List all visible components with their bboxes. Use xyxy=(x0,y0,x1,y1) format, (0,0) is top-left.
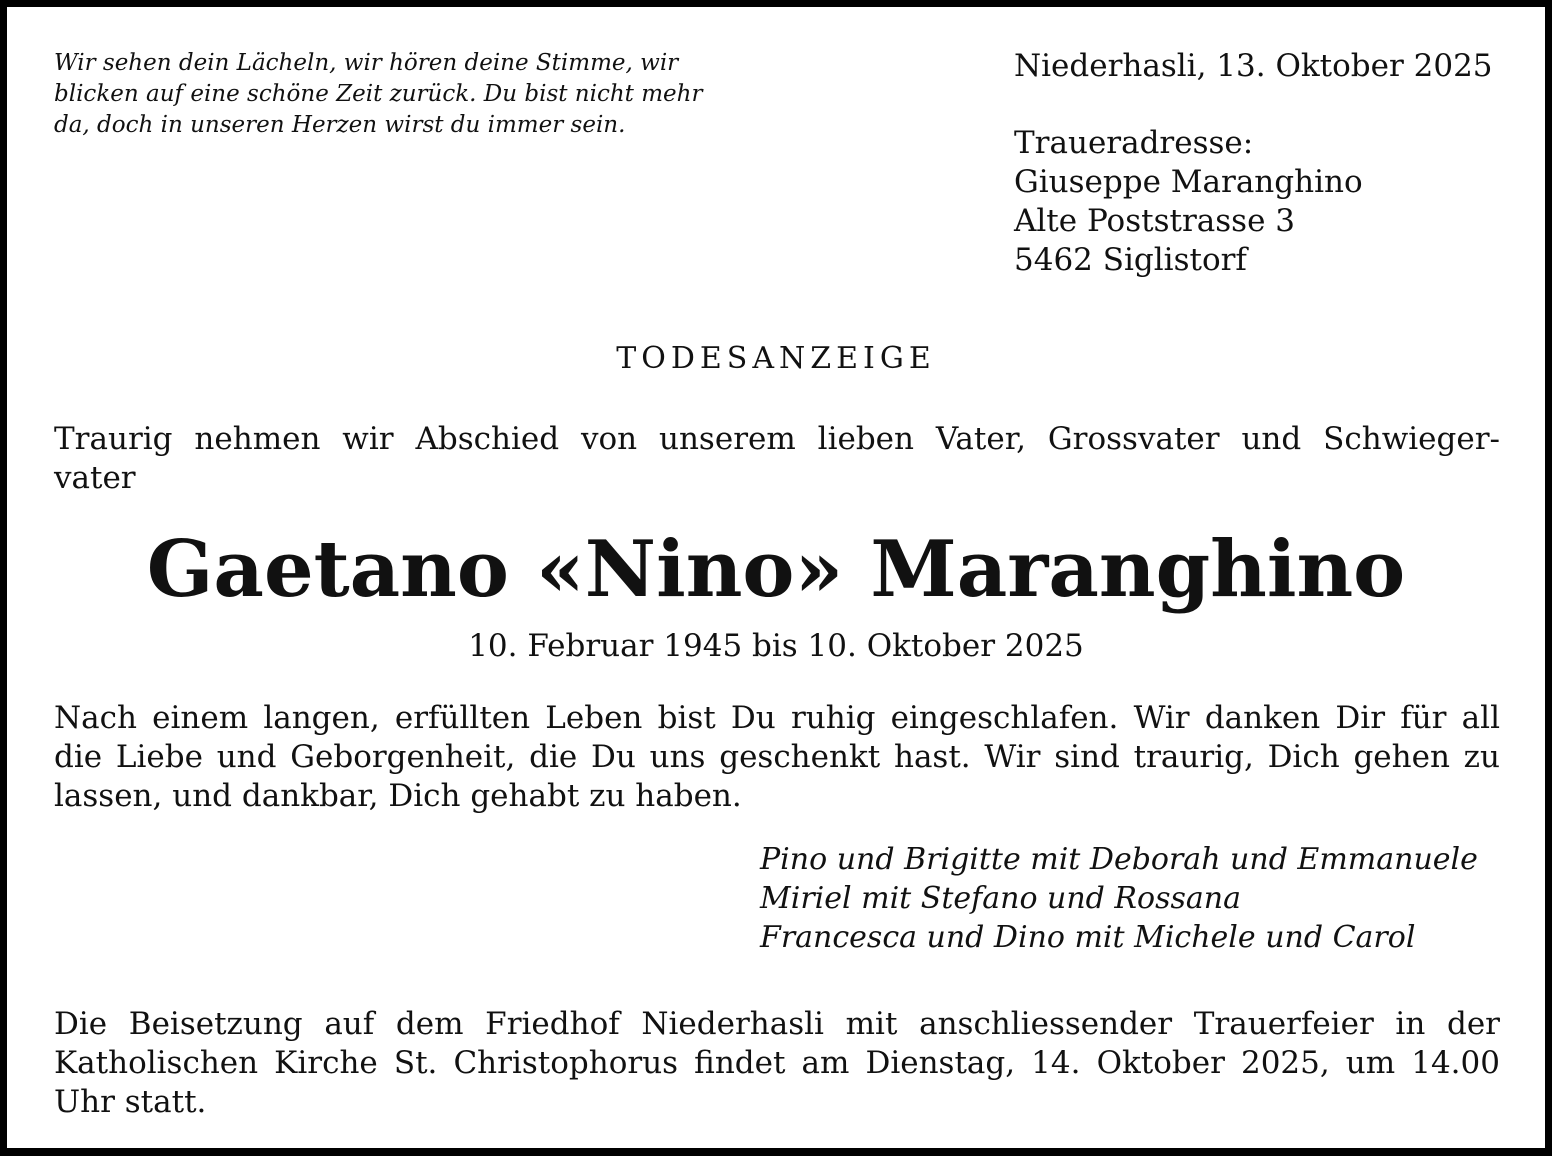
funeral-line: Uhr statt. xyxy=(54,1084,207,1120)
mourning-address xyxy=(1014,124,1363,280)
family-line: Francesca und Dino mit Michele und Carol xyxy=(760,920,1416,955)
intro-line: Traurig nehmen wir Abschied von unserem lieben Vater, Grossvater und Schwieger- xyxy=(54,421,1500,457)
message-line: lassen, und dankbar, Dich gehabt zu haben. xyxy=(54,778,742,814)
address-street: Alte Poststrasse 3 xyxy=(1014,203,1295,239)
motto-line: da, doch in unseren Herzen wirst du immer sein. xyxy=(54,112,626,138)
intro-text xyxy=(54,420,1500,498)
place-date: Niederhasli, 13. Oktober 2025 xyxy=(1014,48,1493,84)
address-label: Traueradresse: xyxy=(1014,125,1254,161)
family-line: Pino und Brigitte mit Deborah und Emmanuele xyxy=(760,842,1478,877)
funeral-info xyxy=(54,1005,1500,1122)
life-dates: 10. Februar 1945 bis 10. Oktober 2025 xyxy=(468,628,1084,664)
motto-line: blicken auf eine schöne Zeit zurück. Du bist nicht mehr xyxy=(54,81,703,107)
address-name: Giuseppe Maranghino xyxy=(1014,164,1363,200)
farewell-message xyxy=(54,699,1500,816)
notice-heading: TODESANZEIGE xyxy=(616,341,936,376)
message-line: die Liebe und Geborgenheit, die Du uns geschenkt hast. Wir sind traurig, Dich gehen zu xyxy=(54,739,1500,775)
funeral-line: Katholischen Kirche St. Christophorus findet am Dienstag, 14. Oktober 2025, um 14.00 xyxy=(54,1045,1500,1081)
address-city: 5462 Siglistorf xyxy=(1014,242,1247,278)
funeral-line: Die Beisetzung auf dem Friedhof Niederhasli mit anschliessender Trauerfeier in der xyxy=(54,1006,1500,1042)
family-signatures xyxy=(760,840,1500,957)
family-line: Miriel mit Stefano und Rossana xyxy=(760,881,1241,916)
intro-line: vater xyxy=(54,460,136,496)
message-line: Nach einem langen, erfüllten Leben bist Du ruhig eingeschlafen. Wir danken Dir für all xyxy=(54,700,1500,736)
motto-line: Wir sehen dein Lächeln, wir hören deine Stimme, wir xyxy=(54,50,679,76)
motto-quote xyxy=(54,48,734,141)
deceased-name: Gaetano «Nino» Maranghino xyxy=(146,524,1406,615)
